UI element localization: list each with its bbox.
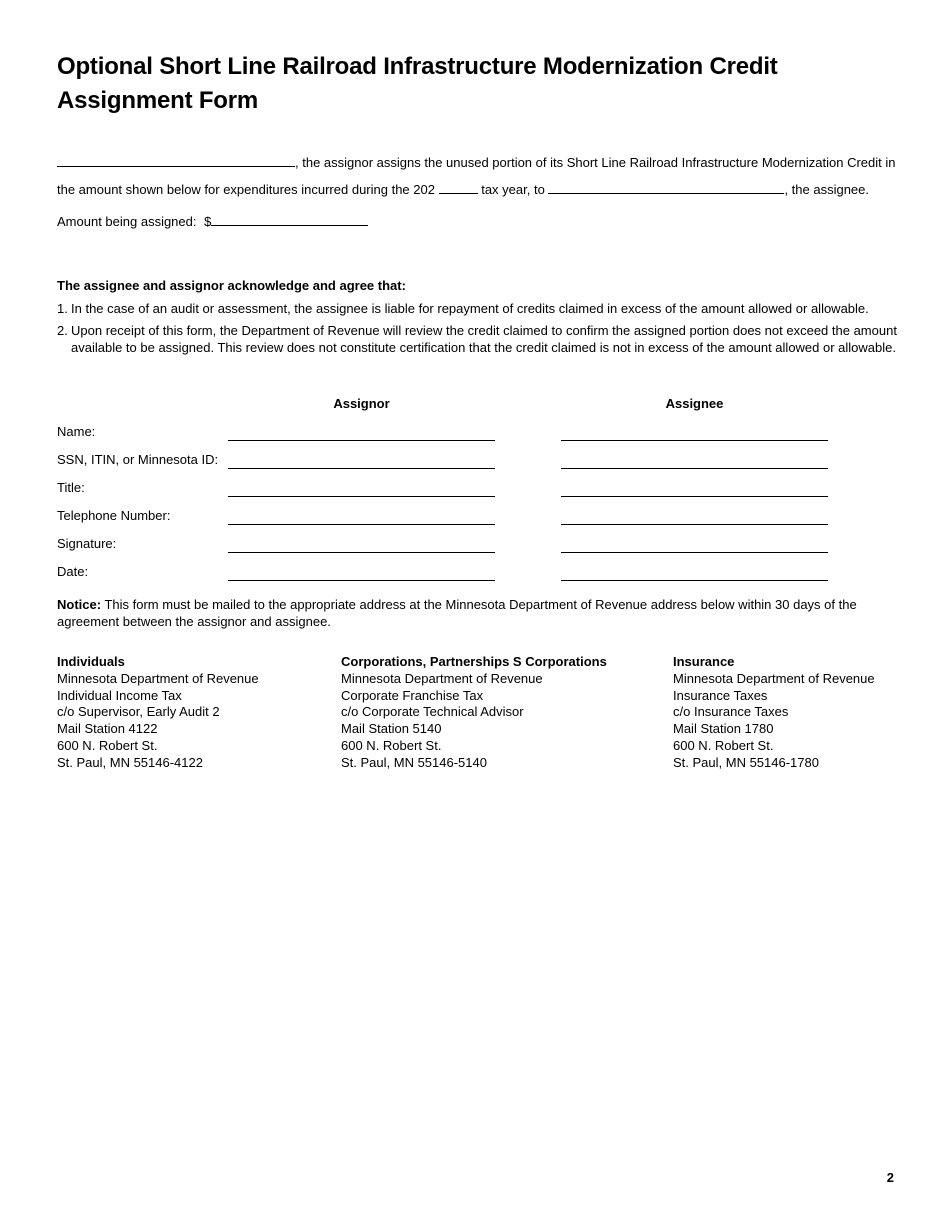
address-insurance: [673, 654, 875, 772]
page-title: Optional Short Line Railroad Infrastructure Modernization Credit Assignment Form: [57, 53, 778, 114]
address-line: Minnesota Department of Revenue: [341, 670, 543, 686]
address-line: Minnesota Department of Revenue: [57, 670, 259, 686]
assignor-date-line[interactable]: [228, 580, 495, 581]
field-label: Telephone Number:: [57, 508, 171, 523]
currency-symbol: $: [204, 214, 212, 229]
intro-line-1: [57, 153, 896, 172]
notice: [57, 596, 887, 630]
field-row-telephone: [57, 507, 857, 535]
field-label: Date:: [57, 564, 89, 579]
field-row-name: [57, 423, 857, 451]
field-label: Name:: [57, 424, 96, 439]
address-line: Individual Income Tax: [57, 687, 182, 703]
amount-label: Amount being assigned:: [57, 214, 197, 229]
address-line: St. Paul, MN 55146-4122: [57, 754, 203, 770]
amount-line: [57, 212, 368, 231]
intro-text-2b: tax year, to: [481, 182, 545, 197]
address-heading: Individuals: [57, 654, 125, 669]
intro-text-1: , the assignor assigns the unused portion of its Short Line Railroad Infrastructure Modernization Credit in: [295, 155, 896, 170]
assignor-telephone-line[interactable]: [228, 524, 495, 525]
field-label: Title:: [57, 480, 85, 495]
field-row-date: [57, 563, 857, 591]
notice-text: This form must be mailed to the appropriate address at the Minnesota Department of Revenue address below within 30 days of the agreement between the assignor and assignee.: [57, 597, 857, 629]
address-line: c/o Insurance Taxes: [673, 704, 789, 720]
address-line: Minnesota Department of Revenue: [673, 670, 875, 686]
address-line: St. Paul, MN 55146-5140: [341, 754, 487, 770]
address-line: c/o Corporate Technical Advisor: [341, 704, 524, 720]
acknowledgement-item: [57, 322, 907, 356]
item-text: In the case of an audit or assessment, the assignee is liable for repayment of credits claimed in excess of the amount allowed or allowable.: [71, 301, 869, 316]
assignor-name-line[interactable]: [228, 440, 495, 441]
item-number: 1.: [57, 301, 68, 316]
address-line: c/o Supervisor, Early Audit 2: [57, 704, 220, 720]
item-number: 2.: [57, 323, 68, 338]
assignee-date-line[interactable]: [561, 580, 828, 581]
assignee-id-line[interactable]: [561, 468, 828, 469]
intro-text-2c: , the assignee.: [784, 182, 869, 197]
intro-text-2a: the amount shown below for expenditures incurred during the 202: [57, 182, 435, 197]
address-line: Mail Station 5140: [341, 721, 442, 737]
assignee-signature-line[interactable]: [561, 552, 828, 553]
address-line: Insurance Taxes: [673, 687, 768, 703]
assignee-name-blank[interactable]: [548, 180, 784, 194]
address-line: Corporate Franchise Tax: [341, 687, 484, 703]
address-individuals: [57, 654, 259, 772]
address-corporations: [341, 654, 607, 772]
field-label: SSN, ITIN, or Minnesota ID:: [57, 452, 219, 467]
address-line: 600 N. Robert St.: [57, 737, 158, 753]
assignor-name-blank[interactable]: [57, 153, 295, 167]
assignee-title-line[interactable]: [561, 496, 828, 497]
assignee-name-line[interactable]: [561, 440, 828, 441]
assignor-signature-line[interactable]: [228, 552, 495, 553]
address-line: Mail Station 1780: [673, 721, 774, 737]
assignor-heading: Assignor: [333, 396, 390, 411]
acknowledgement-list: [57, 300, 907, 361]
assignor-id-line[interactable]: [228, 468, 495, 469]
address-line: 600 N. Robert St.: [341, 737, 442, 753]
address-line: 600 N. Robert St.: [673, 737, 774, 753]
field-row-signature: [57, 535, 857, 563]
item-text: Upon receipt of this form, the Department of Revenue will review the credit claimed to confirm the assigned portion does not exceed the amount available to be assigned. This review does not constitute certification that the credit claimed is not in excess of the amount allowed or allowable.: [71, 323, 897, 355]
assignee-telephone-line[interactable]: [561, 524, 828, 525]
notice-label: Notice:: [57, 597, 102, 612]
address-heading: Insurance: [673, 654, 735, 669]
amount-blank[interactable]: [211, 212, 368, 226]
field-label: Signature:: [57, 536, 117, 551]
assignee-heading: Assignee: [665, 396, 724, 411]
acknowledgement-item: [57, 300, 907, 317]
address-line: Mail Station 4122: [57, 721, 158, 737]
intro-line-2: [57, 180, 869, 199]
field-row-id: [57, 451, 857, 479]
address-line: St. Paul, MN 55146-1780: [673, 754, 819, 770]
field-row-title: [57, 479, 857, 507]
page-number: 2: [886, 1170, 894, 1185]
assignor-title-line[interactable]: [228, 496, 495, 497]
address-heading: Corporations, Partnerships S Corporations: [341, 654, 607, 669]
tax-year-blank[interactable]: [439, 180, 478, 194]
acknowledgement-heading: The assignee and assignor acknowledge and agree that:: [57, 278, 406, 293]
